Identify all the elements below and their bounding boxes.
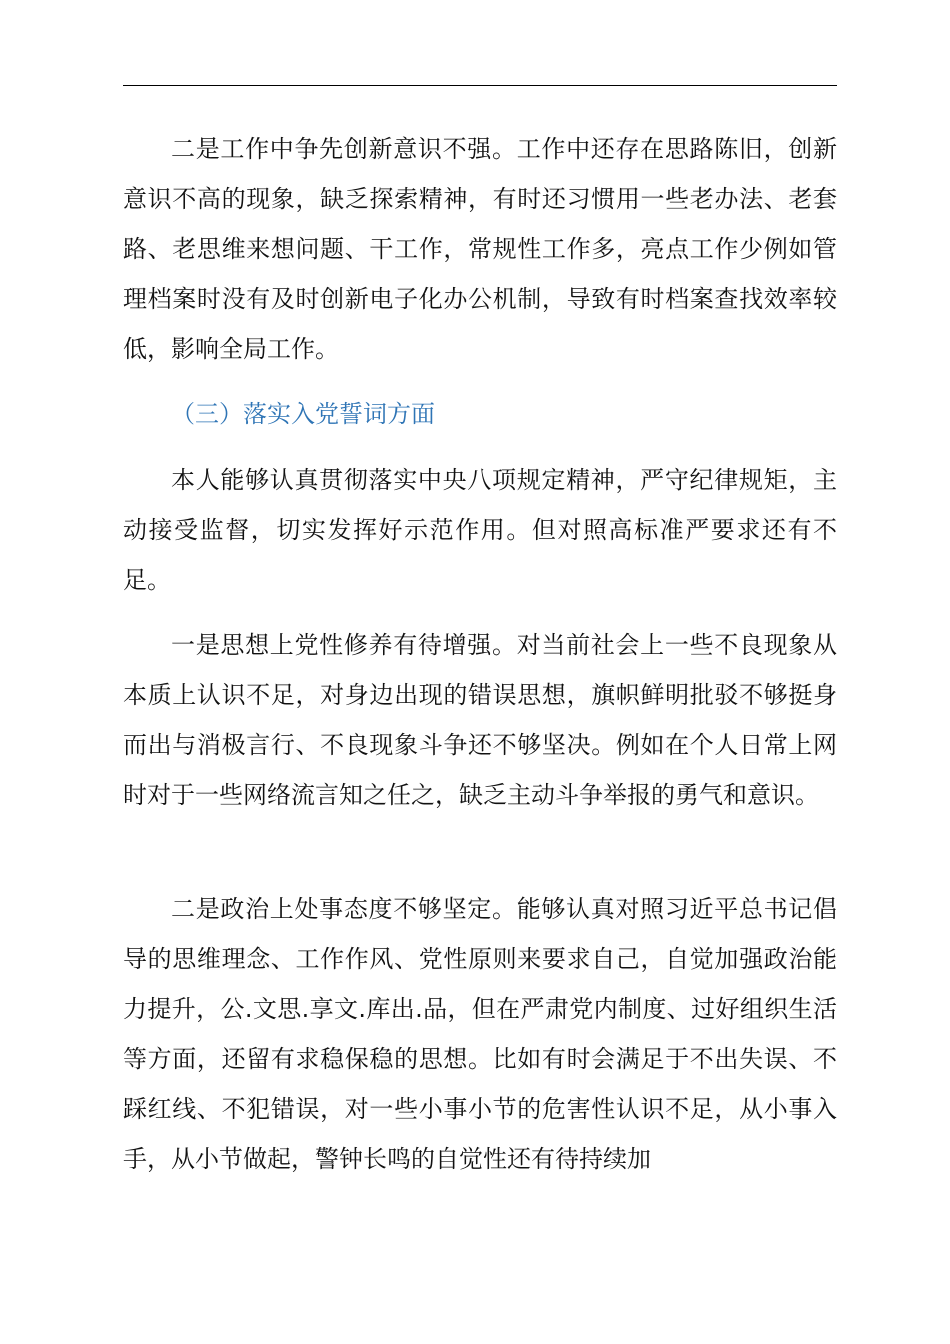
header-rule <box>123 85 837 86</box>
paragraph-party-spirit: 一是思想上党性修养有待增强。对当前社会上一些不良现象从本质上认识不足，对身边出现的错误思想，旗帜鲜明批驳不够挺身而出与消极言行、不良现象斗争还不够坚决。例如在个人日常上网时对于一些网络流言知之任之，缺乏主动斗争举报的勇气和意识。 <box>123 631 837 809</box>
paragraph-innovation: 二是工作中争先创新意识不强。工作中还存在思路陈旧，创新意识不高的现象，缺乏探索精神，有时还习惯用一些老办法、老套路、老思维来想问题、干工作，常规性工作多，亮点工作少例如管理档案时没有及时创新电子化办公机制，导致有时档案查找效率较低，影响全局工作。 <box>123 135 837 363</box>
paragraph-political-attitude: 二是政治上处事态度不够坚定。能够认真对照习近平总书记倡导的思维理念、工作作风、党性原则来要求自己，自觉加强政治能力提升，公.文思.享文.库出.品，但在严肃党内制度、过好组织生活等方面，还留有求稳保稳的思想。比如有时会满足于不出失误、不踩红线、不犯错误，对一些小事小节的危害性认识不足，从小事入手，从小节做起，警钟长鸣的自觉性还有待持续加 <box>123 895 837 1173</box>
section-heading: （三）落实入党誓词方面 <box>171 400 435 428</box>
paragraph-discipline: 本人能够认真贯彻落实中央八项规定精神，严守纪律规矩，主动接受监督，切实发挥好示范作用。但对照高标准严要求还有不足。 <box>123 466 837 594</box>
